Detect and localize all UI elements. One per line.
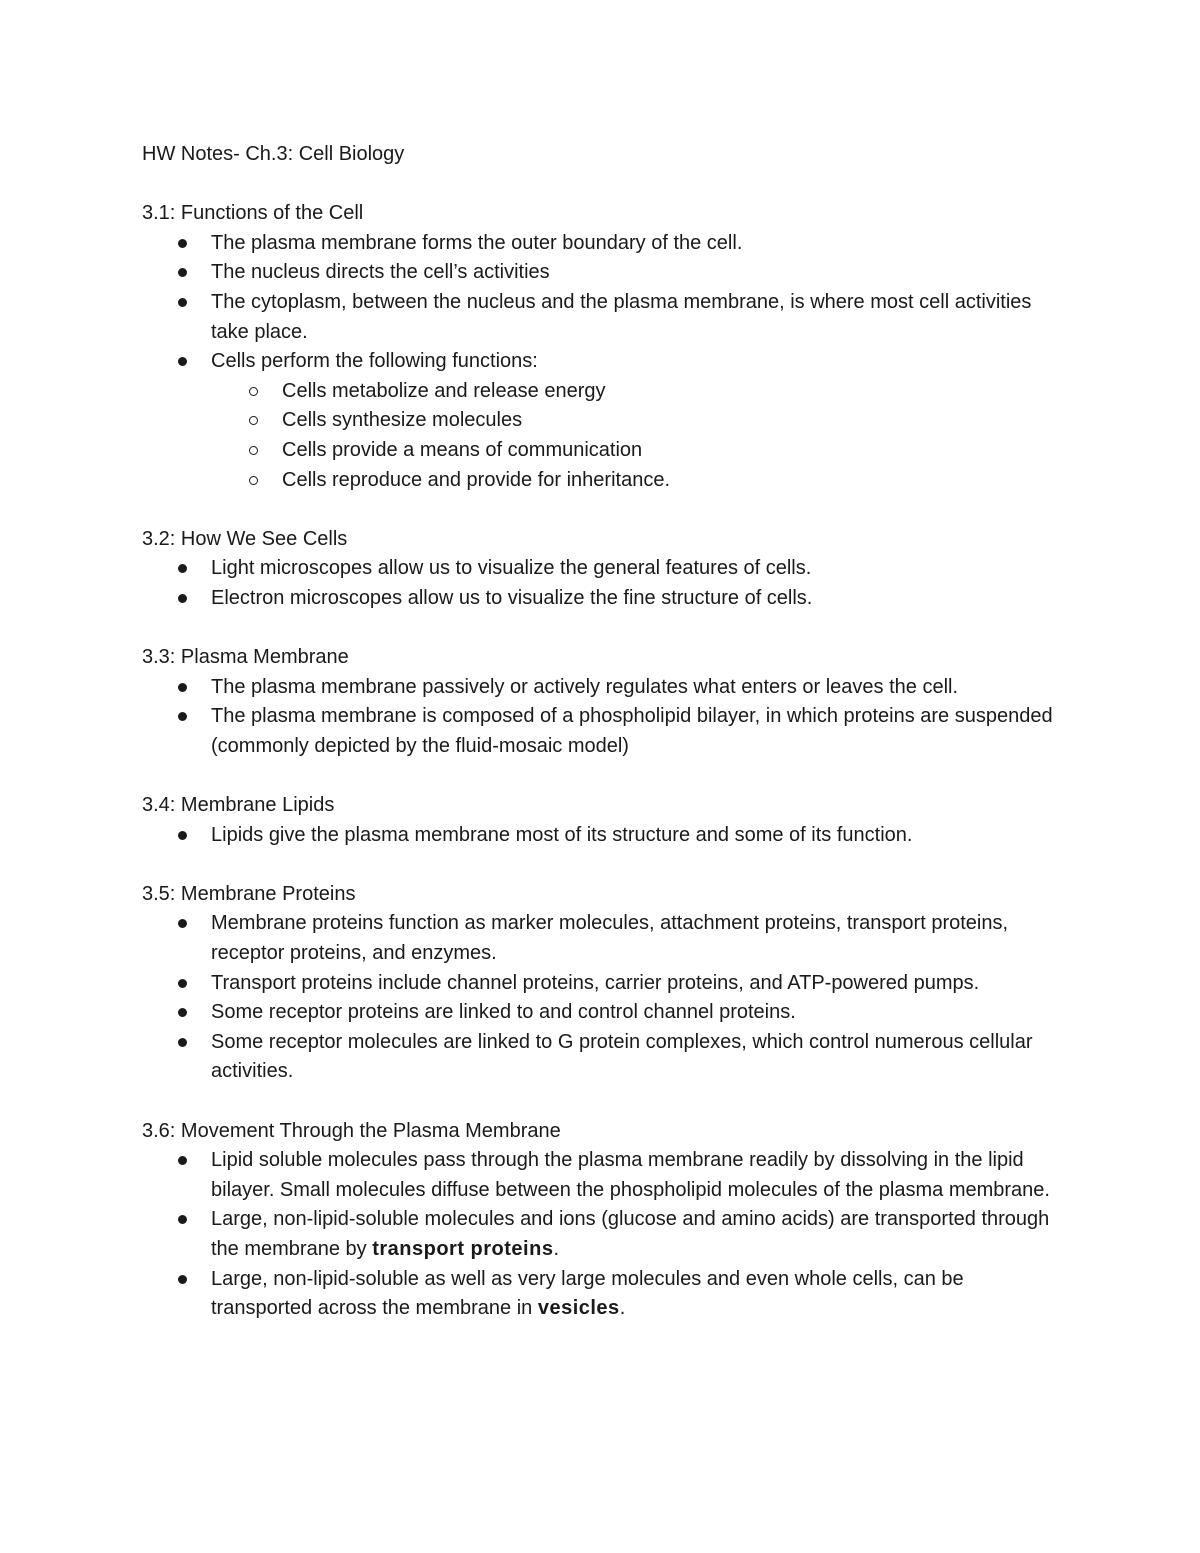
section-3-5 bbox=[142, 880, 1062, 1087]
bullet-icon bbox=[178, 1038, 187, 1047]
sub-list-item-text: Cells provide a means of communication bbox=[282, 438, 643, 461]
hollow-bullet-icon bbox=[249, 416, 258, 425]
bullet-icon bbox=[178, 1215, 187, 1224]
section-heading: 3.2: How We See Cells bbox=[142, 527, 348, 550]
blank-line bbox=[142, 614, 1062, 644]
blank-line bbox=[142, 1087, 1062, 1117]
bullet-list bbox=[142, 821, 1062, 851]
document-body bbox=[142, 140, 1062, 1324]
blank-line bbox=[142, 761, 1062, 791]
list-item bbox=[142, 1146, 1062, 1205]
hollow-bullet-icon bbox=[249, 446, 258, 455]
document-title: HW Notes- Ch.3: Cell Biology bbox=[142, 143, 405, 165]
list-item bbox=[142, 1205, 1062, 1264]
bullet-icon bbox=[178, 239, 187, 248]
list-item bbox=[142, 258, 1062, 288]
list-item-text: The cytoplasm, between the nucleus and the plasma membrane, is where most cell activities take place. bbox=[211, 290, 1032, 343]
list-item-text: Light microscopes allow us to visualize the general features of cells. bbox=[211, 557, 812, 580]
bullet-icon bbox=[178, 919, 187, 928]
list-item bbox=[142, 554, 1062, 584]
sub-list-item bbox=[211, 406, 1062, 436]
list-item-text-part: Large, non-lipid-soluble molecules and ions (glucose and amino acids) are transported through the membrane by bbox=[211, 1208, 1050, 1260]
bullet-list bbox=[142, 673, 1062, 762]
bold-term: vesicles bbox=[537, 1297, 620, 1320]
bullet-icon bbox=[178, 594, 187, 603]
bullet-list bbox=[142, 229, 1062, 495]
sub-list-item-text: Cells metabolize and release energy bbox=[282, 379, 606, 402]
bullet-icon bbox=[178, 979, 187, 988]
list-item-text bbox=[211, 1268, 964, 1320]
list-item bbox=[142, 347, 1062, 495]
list-item-text-part: . bbox=[553, 1237, 560, 1260]
blank-line bbox=[142, 495, 1062, 525]
section-3-2 bbox=[142, 525, 1062, 614]
section-heading: 3.5: Membrane Proteins bbox=[142, 882, 356, 905]
section-heading: 3.4: Membrane Lipids bbox=[142, 794, 335, 817]
bullet-icon bbox=[178, 564, 187, 573]
list-item bbox=[142, 821, 1062, 851]
bullet-icon bbox=[178, 1275, 187, 1284]
bold-term: transport proteins bbox=[372, 1237, 554, 1260]
section-3-6 bbox=[142, 1117, 1062, 1324]
list-item-text: Membrane proteins function as marker molecules, attachment proteins, transport proteins, receptor proteins, and enzymes. bbox=[211, 912, 1009, 965]
section-3-1 bbox=[142, 199, 1062, 495]
bullet-list bbox=[142, 1146, 1062, 1324]
bullet-icon bbox=[178, 298, 187, 307]
sub-list-item-text: Cells reproduce and provide for inheritance. bbox=[282, 468, 670, 491]
section-3-4 bbox=[142, 791, 1062, 850]
sub-list-item bbox=[211, 466, 1062, 496]
blank-line bbox=[142, 850, 1062, 880]
sub-bullet-list bbox=[211, 377, 1062, 495]
section-3-3 bbox=[142, 643, 1062, 761]
bullet-icon bbox=[178, 1008, 187, 1017]
list-item bbox=[142, 702, 1062, 761]
list-item-text: Cells perform the following functions: bbox=[211, 350, 538, 373]
bullet-icon bbox=[178, 268, 187, 277]
sub-list-item bbox=[211, 436, 1062, 466]
bullet-icon bbox=[178, 831, 187, 840]
list-item-text-part: . bbox=[619, 1297, 626, 1320]
list-item-text: Lipid soluble molecules pass through the plasma membrane readily by dissolving in the lipid bilayer. Small molecules diffuse between the phospholipid molecules of the plasma membrane. bbox=[211, 1149, 1050, 1201]
section-heading: 3.6: Movement Through the Plasma Membrane bbox=[142, 1119, 561, 1142]
bullet-list bbox=[142, 909, 1062, 1087]
bullet-icon bbox=[178, 712, 187, 721]
list-item bbox=[142, 1028, 1062, 1087]
list-item bbox=[142, 584, 1062, 614]
list-item-text: Transport proteins include channel proteins, carrier proteins, and ATP-powered pumps. bbox=[211, 971, 980, 994]
list-item-text: The plasma membrane forms the outer boundary of the cell. bbox=[211, 231, 743, 254]
list-item bbox=[142, 229, 1062, 259]
list-item-text: Some receptor proteins are linked to and control channel proteins. bbox=[211, 1001, 796, 1024]
sub-list-item bbox=[211, 377, 1062, 407]
hollow-bullet-icon bbox=[249, 387, 258, 396]
list-item-text: Lipids give the plasma membrane most of its structure and some of its function. bbox=[211, 823, 913, 846]
bullet-icon bbox=[178, 1156, 187, 1165]
bullet-icon bbox=[178, 357, 187, 366]
list-item-text: The nucleus directs the cell’s activities bbox=[211, 261, 550, 284]
bullet-icon bbox=[178, 683, 187, 692]
list-item bbox=[142, 909, 1062, 968]
list-item-text: The plasma membrane passively or actively regulates what enters or leaves the cell. bbox=[211, 675, 959, 698]
list-item bbox=[142, 969, 1062, 999]
list-item-text bbox=[211, 1208, 1049, 1260]
list-item-text: Electron microscopes allow us to visualize the fine structure of cells. bbox=[211, 586, 813, 609]
list-item-text: Some receptor molecules are linked to G protein complexes, which control numerous cellular activities. bbox=[211, 1030, 1033, 1083]
section-heading: 3.1: Functions of the Cell bbox=[142, 202, 364, 225]
sub-list-item-text: Cells synthesize molecules bbox=[282, 409, 523, 432]
bullet-list bbox=[142, 554, 1062, 613]
list-item bbox=[142, 288, 1062, 347]
list-item bbox=[142, 998, 1062, 1028]
list-item-text: The plasma membrane is composed of a phospholipid bilayer, in which proteins are suspended (commonly depicted by the fluid-mosaic model) bbox=[211, 705, 1053, 757]
hollow-bullet-icon bbox=[249, 476, 258, 485]
list-item bbox=[142, 1265, 1062, 1324]
blank-line bbox=[142, 170, 1062, 200]
section-heading: 3.3: Plasma Membrane bbox=[142, 646, 349, 669]
list-item bbox=[142, 673, 1062, 703]
list-item-text-part: Large, non-lipid-soluble as well as very large molecules and even whole cells, can be transported across the membrane in bbox=[211, 1267, 964, 1320]
